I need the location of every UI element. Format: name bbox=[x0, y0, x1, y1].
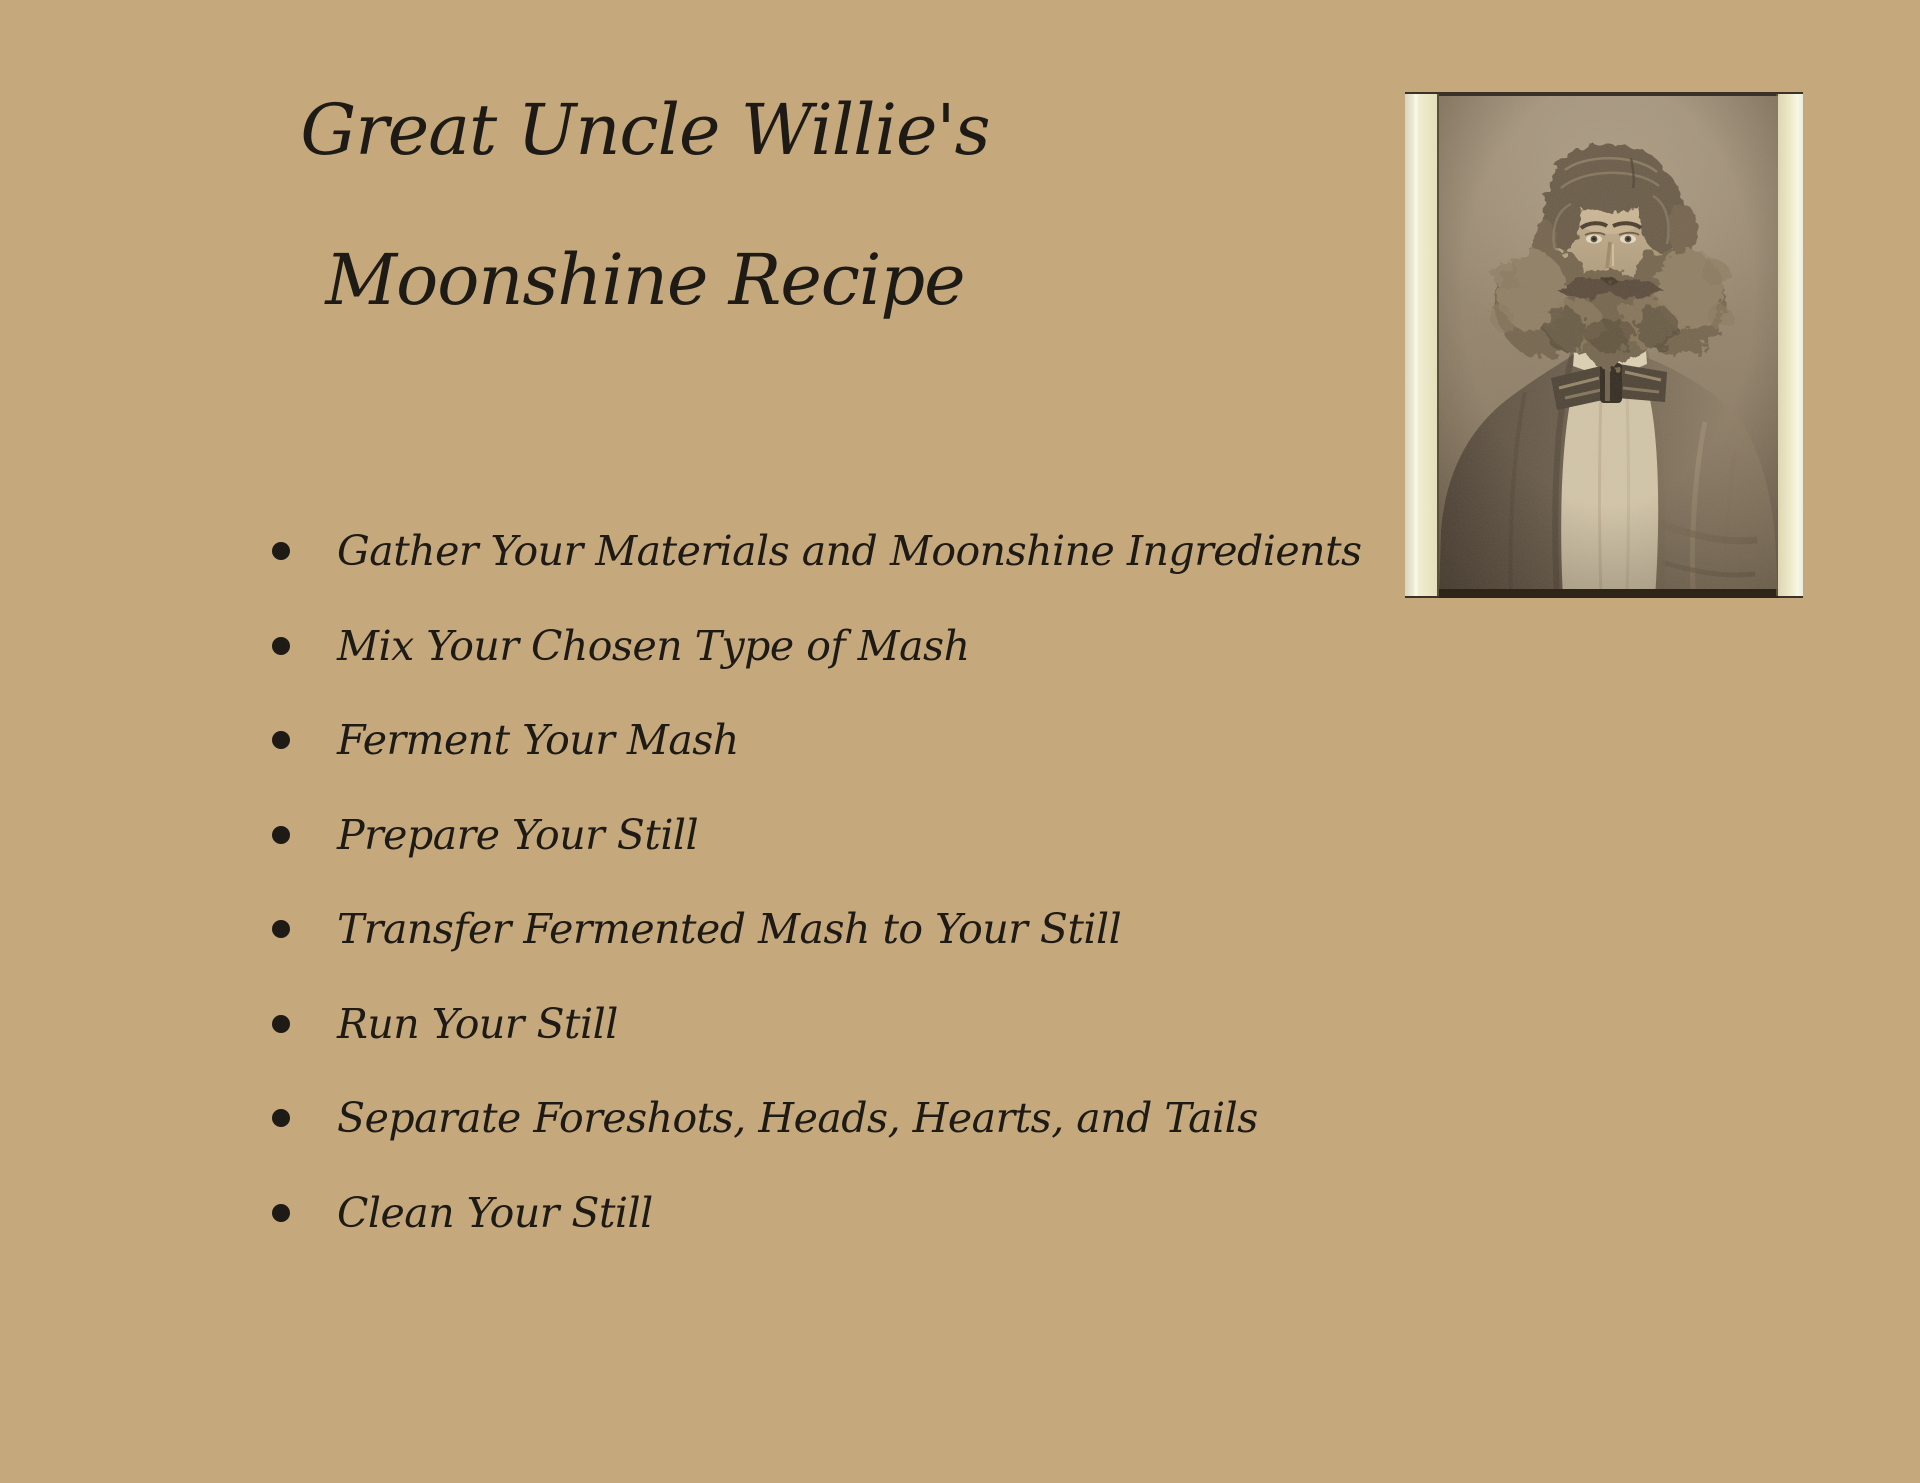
bullet-icon bbox=[272, 920, 290, 938]
list-item bbox=[272, 996, 1362, 1052]
vintage-portrait-photo bbox=[1405, 92, 1803, 598]
list-item bbox=[272, 901, 1362, 957]
list-item bbox=[272, 1185, 1362, 1241]
portrait-illustration bbox=[1405, 92, 1803, 598]
photo-right-border bbox=[1778, 94, 1803, 596]
bullet-icon bbox=[272, 637, 290, 655]
page-title-line1: Great Uncle Willie's bbox=[300, 89, 990, 171]
photo-left-border bbox=[1405, 94, 1439, 596]
bullet-icon bbox=[272, 1109, 290, 1127]
list-item bbox=[272, 1090, 1362, 1146]
list-item bbox=[272, 523, 1362, 579]
bullet-icon bbox=[272, 1015, 290, 1033]
list-item bbox=[272, 712, 1362, 768]
bullet-icon bbox=[272, 542, 290, 560]
step-label: Prepare Your Still bbox=[337, 810, 699, 859]
step-label: Mix Your Chosen Type of Mash bbox=[337, 621, 970, 670]
step-label: Clean Your Still bbox=[337, 1188, 653, 1237]
step-label: Separate Foreshots, Heads, Hearts, and Tails bbox=[337, 1094, 1258, 1142]
list-item bbox=[272, 618, 1362, 674]
page-title bbox=[250, 55, 1040, 355]
bullet-icon bbox=[272, 731, 290, 749]
list-item bbox=[272, 807, 1362, 863]
recipe-step-list bbox=[272, 523, 1362, 1279]
page-title-line2: Moonshine Recipe bbox=[325, 239, 965, 321]
step-label: Ferment Your Mash bbox=[337, 716, 739, 764]
sepia-photograph bbox=[1439, 96, 1778, 598]
step-label: Transfer Fermented Mash to Your Still bbox=[337, 905, 1122, 953]
bullet-icon bbox=[272, 1204, 290, 1222]
bullet-icon bbox=[272, 826, 290, 844]
step-label: Run Your Still bbox=[337, 999, 618, 1048]
step-label: Gather Your Materials and Moonshine Ingredients bbox=[337, 527, 1362, 575]
